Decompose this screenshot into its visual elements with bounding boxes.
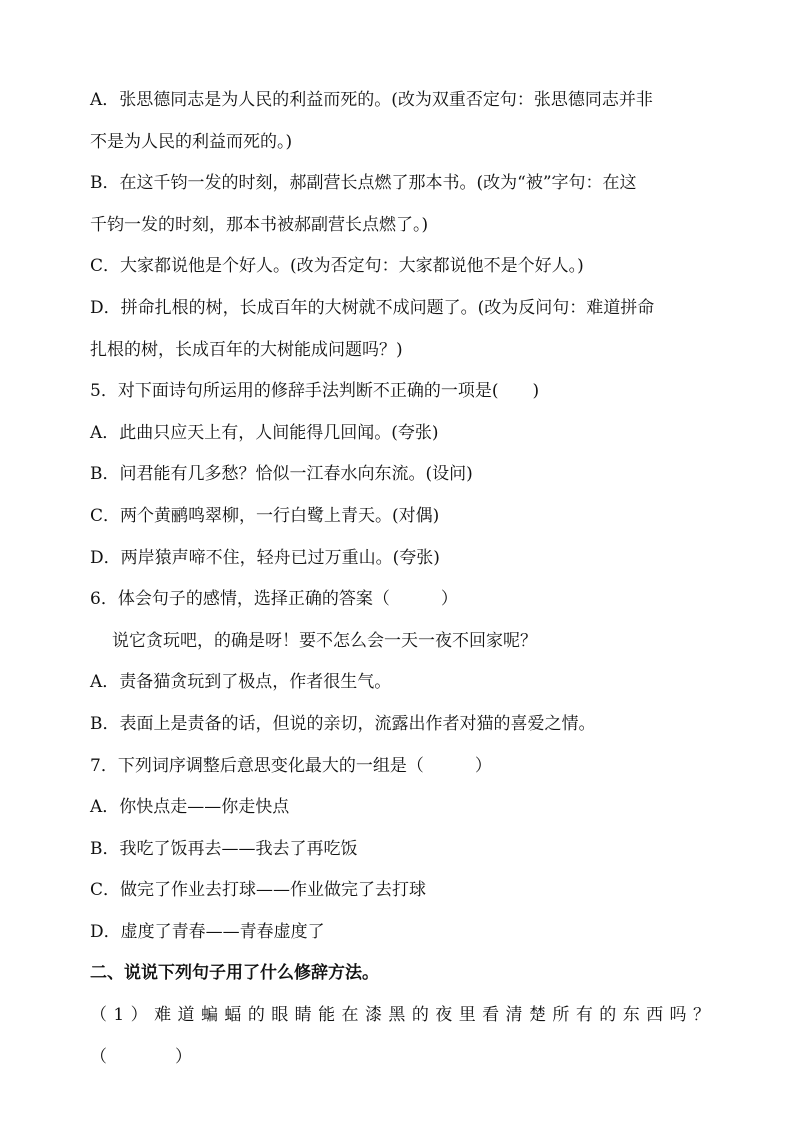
section-2-heading: 二、说说下列句子用了什么修辞方法。 [90,963,379,984]
q4-option-b-line1: B．在这千钧一发的时刻，郝副营长点燃了那本书。(改为“被”字句：在这 [90,173,637,194]
q7-option-a: A．你快点走——你走快点 [90,797,290,818]
q5-option-d: D．两岸猿声啼不住，轻舟已过万重山。(夸张) [90,547,440,568]
q7-option-c: C．做完了作业去打球——作业做完了去打球 [90,880,427,901]
page-content [90,80,710,1078]
q6-quote: 说它贪玩吧，的确是呀！要不怎么会一天一夜不回家呢？ [112,630,537,651]
q7-option-d: D．虚度了青春——青春虚度了 [90,921,325,942]
q5-option-b: B．问君能有几多愁？恰似一江春水向东流。(设问) [90,464,473,485]
q7-option-b: B．我吃了饭再去——我去了再吃饭 [90,838,358,859]
q4-option-c: C．大家都说他是个好人。(改为否定句：大家都说他不是个好人。) [90,256,584,277]
s2-item-1: （1）难道蝙蝠的眼睛能在漆黑的夜里看清楚所有的东西吗？ [90,1005,710,1026]
q6-option-a: A．责备猫贪玩到了极点，作者很生气。 [90,672,392,693]
question-7: 7．下列词序调整后意思变化最大的一组是（ ） [90,755,492,776]
question-6: 6．体会句子的感情，选择正确的答案（ ） [90,589,458,610]
q4-option-a-line1: A．张思德同志是为人民的利益而死的。(改为双重否定句：张思德同志并非 [90,90,653,110]
q6-option-b: B．表面上是责备的话，但说的亲切，流露出作者对猫的喜爱之情。 [90,713,596,734]
q5-option-c: C．两个黄鹂鸣翠柳，一行白鹭上青天。(对偶) [90,505,440,526]
q4-option-d-line1: D．拼命扎根的树，长成百年的大树就不成问题了。(改为反问句：难道拼命 [90,297,655,318]
q4-option-a-line2: 不是为人民的利益而死的。) [90,131,293,152]
q5-option-a: A．此曲只应天上有，人间能得几回闻。(夸张) [90,422,439,443]
q4-option-b-line2: 千钧一发的时刻，那本书被郝副营长点燃了。) [90,214,429,235]
s2-item-1-answer-blank: （ ） [90,1046,192,1067]
question-5: 5．对下面诗句所运用的修辞手法判断不正确的一项是( ) [90,381,540,402]
q4-option-d-line2: 扎根的树，长成百年的大树能成问题吗？) [90,339,403,360]
